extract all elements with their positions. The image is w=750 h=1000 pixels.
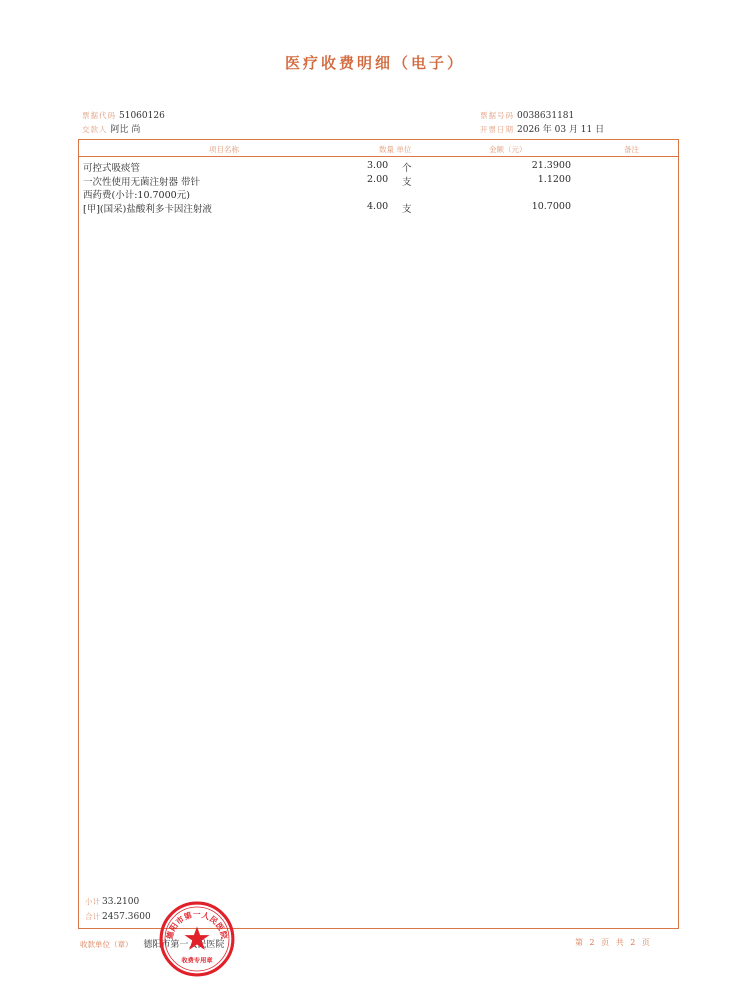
seal-name: 德阳市第一人民医院: [165, 910, 229, 941]
header-amount: 金额（元）: [489, 145, 527, 154]
subtotal: 小计 33.2100: [85, 897, 140, 907]
header-item-name: 项目名称: [209, 145, 239, 154]
page-number: 第 2 页 共 2 页: [575, 938, 652, 947]
page-title: 医疗收费明细（电子）: [284, 54, 465, 72]
table-header: [79, 140, 678, 157]
item-name: 可控式吸痰管: [83, 163, 141, 174]
item-qty: 3.00: [367, 160, 389, 171]
table-row: [79, 160, 678, 174]
item-amount: 21.3900: [531, 160, 571, 171]
item-qty: 2.00: [367, 173, 389, 185]
item-name: 一次性使用无菌注射器 带针: [83, 176, 201, 188]
item-qty: 4.00: [367, 200, 389, 212]
item-amount: 1.1200: [537, 173, 571, 185]
invoice-code: 票据代码 51060126: [82, 111, 165, 121]
header-qty-unit: 数量 单位: [379, 145, 412, 154]
grand-total: 合计 2457.3600: [85, 912, 151, 922]
item-unit: 支: [402, 176, 412, 188]
table-row: [79, 174, 678, 188]
payer: 交款人 阿比 尚: [82, 125, 141, 135]
header-remark: 备注: [624, 145, 639, 154]
detail-table: [78, 139, 679, 929]
item-unit: 个: [402, 163, 412, 174]
table-body: [79, 160, 678, 214]
item-name: 西药费(小计:10.7000元): [83, 190, 190, 201]
payee-label: 收款单位（章）: [80, 940, 133, 949]
invoice-number: 票据号码 0038631181: [480, 111, 575, 121]
payee-name: 德阳市第一人民医院: [143, 940, 225, 950]
item-unit: 支: [402, 203, 412, 215]
item-amount: 10.7000: [531, 200, 571, 212]
table-row: [79, 187, 678, 201]
table-row: [79, 201, 678, 215]
seal-subtext: 收费专用章: [181, 957, 213, 965]
item-name: [甲](国采)盐酸利多卡因注射液: [83, 203, 212, 215]
issue-date: 开票日期 2026 年 03 月 11 日: [480, 125, 605, 135]
hospital-seal-stamp: [158, 900, 236, 978]
